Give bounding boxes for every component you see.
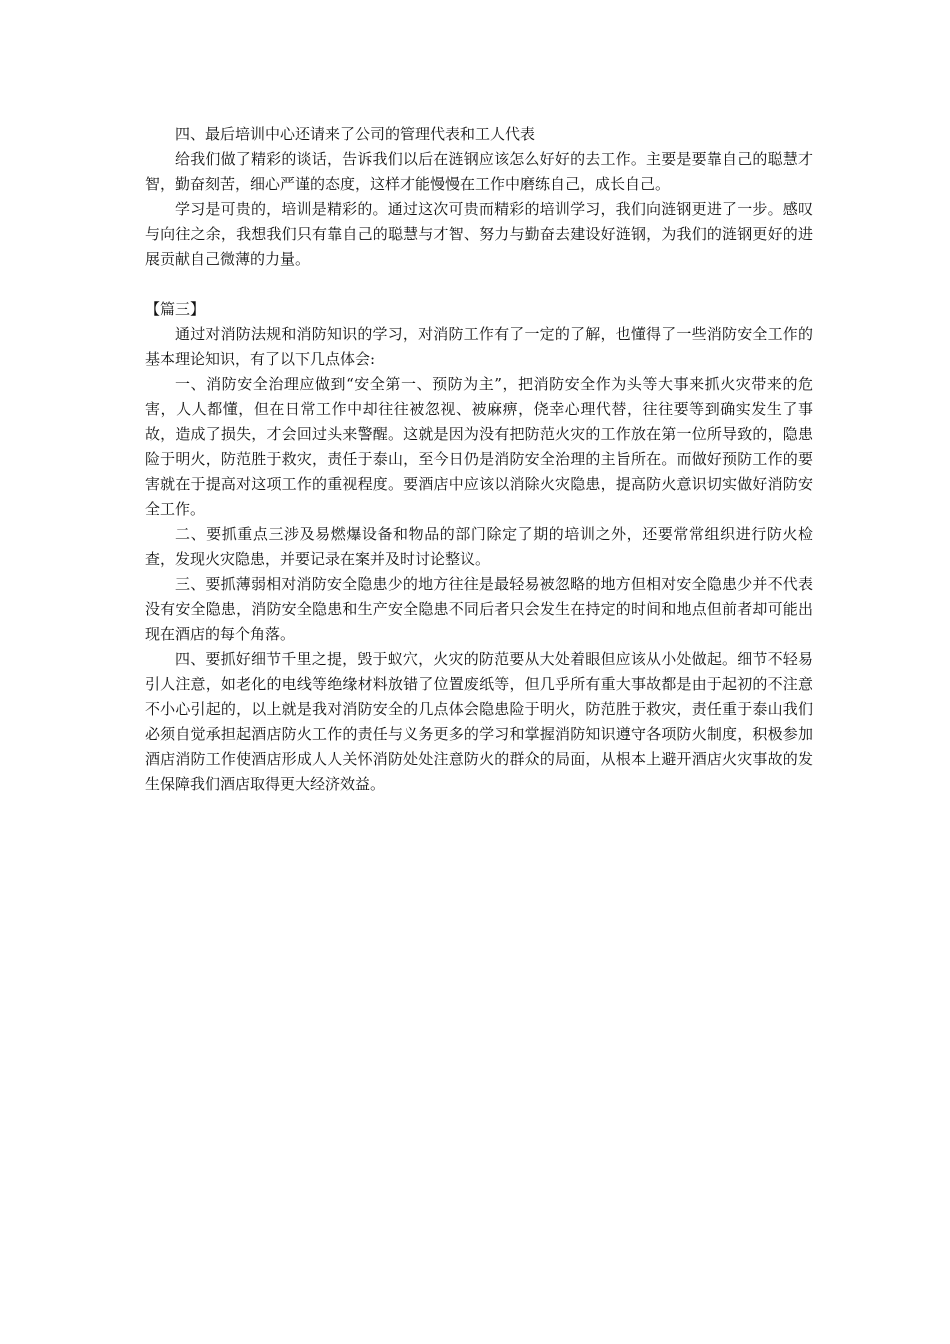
paragraph-part-four: 四、最后培训中心还请来了公司的管理代表和工人代表 xyxy=(175,125,536,143)
paragraph-conclusion: 学习是可贵的，培训是精彩的。通过这次可贵而精彩的培训学习，我们向涟钢更进了一步。感叹与向往之余，我想我们只有靠自己的聪慧与才智、努力与勤奋去建设好涟钢，为我们的涟钢更好的进展贡献自己微薄的力量。 xyxy=(145,200,813,268)
paragraph-point-two: 二、要抓重点三涉及易燃爆设备和物品的部门除定了期的培训之外，还要常常组织进行防火检查，发现火灾隐患，并要记录在案并及时讨论整议。 xyxy=(145,525,813,568)
document-page xyxy=(145,122,813,797)
paragraph-point-one: 一、消防安全治理应做到“安全第一、预防为主”，把消防安全作为头等大事来抓火灾带来的危害，人人都懂，但在日常工作中却往往被忽视、被麻痹，侥幸心理代替，往往要等到确实发生了事故，造成了损失，才会回过头来警醒。这就是因为没有把防范火灾的工作放在第一位所导致的，隐患险于明火，防范胜于救灾，责任于泰山，至今日仍是消防安全治理的主旨所在。而做好预防工作的要害就在于提高对这项工作的重视程度。要酒店中应该以消除火灾隐患，提高防火意识切实做好消防安全工作。 xyxy=(145,375,813,518)
paragraph-speech-summary: 给我们做了精彩的谈话，告诉我们以后在涟钢应该怎么好好的去工作。主要是要靠自己的聪慧才智，勤奋刻苦，细心严谨的态度，这样才能慢慢在工作中磨练自己，成长自己。 xyxy=(145,150,813,193)
paragraph-point-three: 三、要抓薄弱相对消防安全隐患少的地方往往是最轻易被忽略的地方但相对安全隐患少并不代表没有安全隐患，消防安全隐患和生产安全隐患不同后者只会发生在持定的时间和地点但前者却可能出现在酒店的每个角落。 xyxy=(145,575,813,643)
paragraph-intro: 通过对消防法规和消防知识的学习，对消防工作有了一定的了解，也懂得了一些消防安全工作的基本理论知识，有了以下几点体会: xyxy=(145,325,813,368)
section-spacer xyxy=(145,272,813,297)
section-heading: 【篇三】 xyxy=(145,300,206,318)
paragraph-point-four: 四、要抓好细节千里之提，毁于蚁穴，火灾的防范要从大处着眼但应该从小处做起。细节不轻易引人注意，如老化的电线等绝缘材料放错了位置废纸等，但几乎所有重大事故都是由于起初的不注意不小心引起的，以上就是我对消防安全的几点体会隐患险于明火，防范胜于救灾，责任重于泰山我们必须自觉承担起酒店防火工作的责任与义务更多的学习和掌握消防知识遵守各项防火制度，积极参加酒店消防工作使酒店形成人人关怀消防处处注意防火的群众的局面，从根本上避开酒店火灾事故的发生保障我们酒店取得更大经济效益。 xyxy=(145,650,813,793)
